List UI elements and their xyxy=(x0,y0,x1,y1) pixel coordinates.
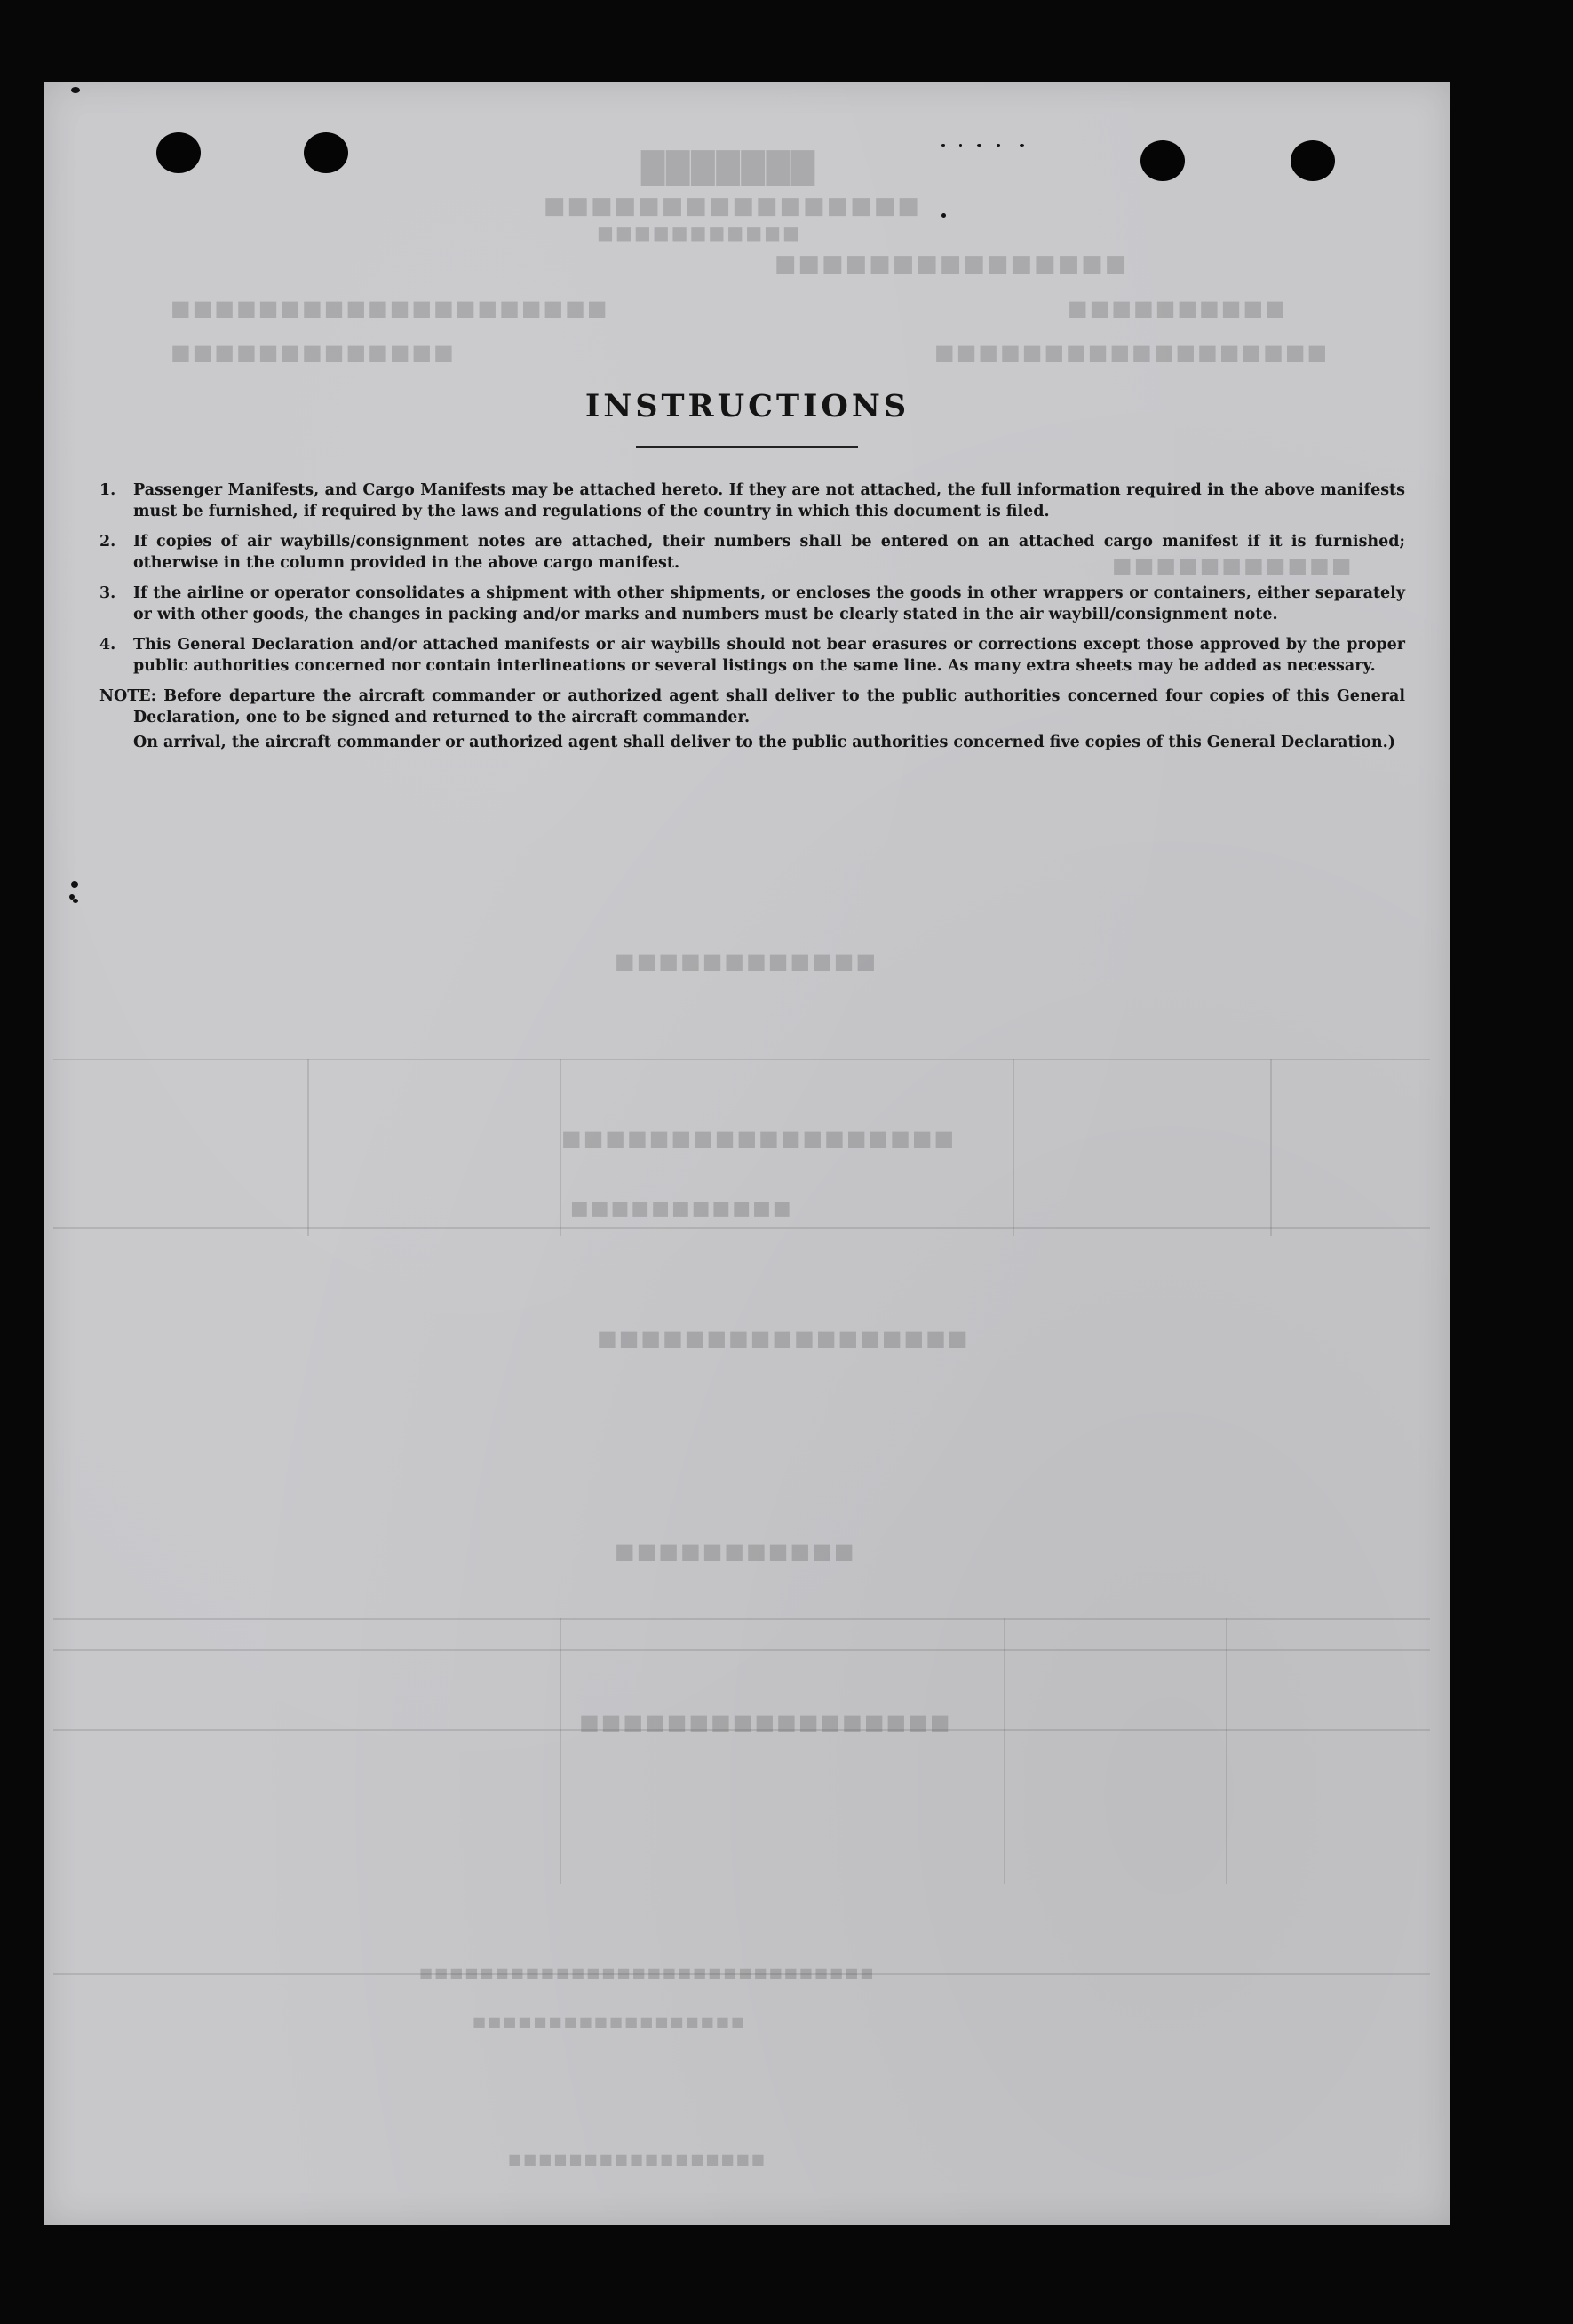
note-label: NOTE: xyxy=(99,687,157,705)
instruction-text: This General Declaration and/or attached manifests or air waybills should not bear erasures or corrections except those approved by the proper public authorities concerned nor contain interlineations or several listings on the same line. As many extra sheets may be added as necessary. xyxy=(133,636,1405,675)
title-underline xyxy=(636,446,858,448)
instruction-text: Passenger Manifests, and Cargo Manifests may be attached hereto. If they are not attached, the full information required in the above manifests must be furnished, if required by the laws and regulations of the country in which this document is filed. xyxy=(133,481,1405,520)
instruction-item xyxy=(99,583,1405,625)
punch-hole xyxy=(1291,140,1335,181)
note-arrival-text: On arrival, the aircraft commander or authorized agent shall deliver to the public authorities concerned five copies of this General Declaration.) xyxy=(133,734,1396,751)
note-section xyxy=(99,686,1405,753)
instruction-number: 4. xyxy=(99,636,116,654)
instruction-item xyxy=(99,480,1405,522)
instruction-number: 1. xyxy=(99,481,116,499)
instruction-text: If copies of air waybills/consignment notes are attached, their numbers shall be entered on an attached cargo manifest if it is furnished; otherwise in the column provided in the above cargo manifest. xyxy=(133,533,1405,572)
instruction-item xyxy=(99,531,1405,574)
document-page: ███████ ■■■■■■■■■■■■■■■■ ■■■■■■■■■■■ ■■■■■■■■■■■■■■■ ■■■■■■■■■■■■■■■■■■■■ ■■■■■■■■■■ ■■■■■■■■■■■■■ ■■■■■■■■■■■■■■■■■■ ■■■■■■■■■■■ ■■■■■■■■■■■■ ■■■■■■■■■■■■■■■■■■ ■■■■■■■■■■■ ■■■■■■■■■■■■■■■■■ ■■■■■■■■■■■ ■■■■■■■■■■■■■■■■■ ■■■■■■■■■■■■■■■■■■■■■■■■■■■■■■ ■■■■■■■■■■■■■■■■■■ ■■■■■■■■■■■■■■■■■ INSTRUCTIONS 1. Passenger Manifests, and Cargo Manifests may be attached hereto. If they are not attached, the full information required in the above manifests must be furnished, if required by the laws and regulations of the country in which this document is filed. 2. If copies of air waybills/consignment notes are attached, their numbers shall be entered on an attached cargo manifest if it is furnished; otherwise in the column provided in the above cargo manifest. 3. If the airline or operator consolidates a shipment with other shipments, or encloses the goods in other wrappers or containers, either separately or with other goods, the changes in packing and/or marks and numbers must be clearly stated in the air waybill/consignment note. 4. This General Declaration and/or attached manifests or air waybills should not bear erasures or corrections except those approved by the proper public authorities concerned nor contain interlineations or several listings on the same line. As many extra sheets may be added as necessary. NOTE: Before departure the aircraft commander or authorized agent shall deliver to the public authorities concerned four copies of this General Declaration, one to be signed and returned to the aircraft commander. On arrival, the aircraft commander or authorized agent shall deliver to the public authorities concerned five copies of this General Declaration.) xyxy=(44,82,1450,2225)
punch-hole xyxy=(304,132,348,173)
instructions-list xyxy=(99,480,1405,753)
note-departure-text: Before departure the aircraft commander or authorized agent shall deliver to the public authorities concerned four copies of this General Declaration, one to be signed and returned to the aircraft commander. xyxy=(133,687,1406,726)
instruction-number: 3. xyxy=(99,584,116,602)
page-title: INSTRUCTIONS xyxy=(584,388,910,424)
instruction-number: 2. xyxy=(99,533,116,551)
punch-hole xyxy=(156,132,201,173)
instruction-text: If the airline or operator consolidates a shipment with other shipments, or encloses the goods in other wrappers or containers, either separately or with other goods, the changes in packing and/or marks and numbers must be clearly stated in the air waybill/consignment note. xyxy=(133,584,1405,623)
note-departure xyxy=(99,686,1405,728)
punch-hole xyxy=(1140,140,1185,181)
instruction-item xyxy=(99,634,1405,677)
